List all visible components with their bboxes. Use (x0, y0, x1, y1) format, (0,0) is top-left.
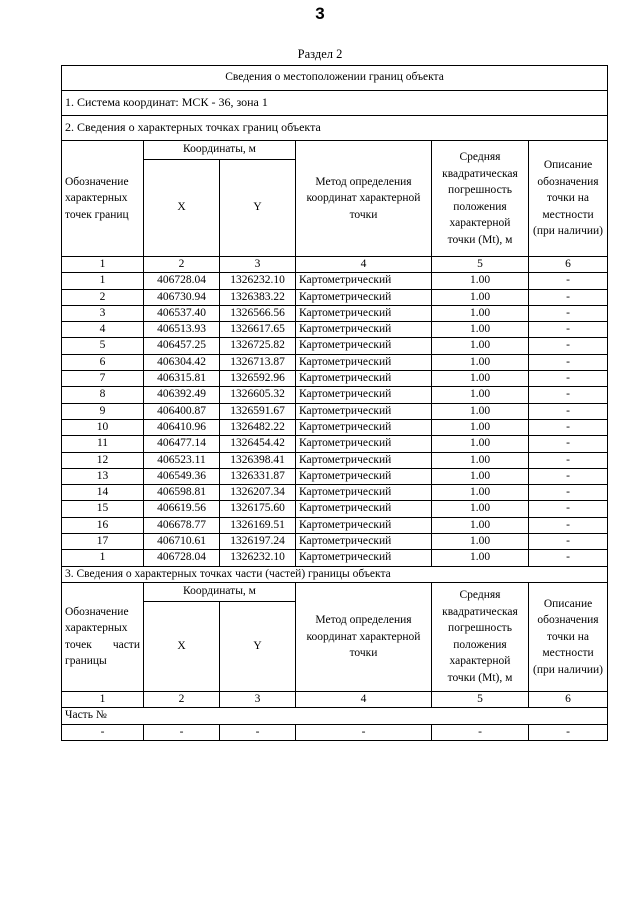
coord-x-cell: 406710.61 (144, 534, 220, 550)
method-cell: Картометрический (296, 501, 432, 517)
description-cell: - (529, 322, 608, 338)
column-number: 5 (432, 257, 529, 273)
error-cell: 1.00 (432, 550, 529, 566)
point-row (62, 387, 608, 403)
description-cell: - (529, 517, 608, 533)
point-number-cell: 17 (62, 534, 144, 550)
description-cell: - (529, 419, 608, 435)
coord-y-cell: 1326566.56 (220, 305, 296, 321)
part-cell: - (62, 724, 144, 740)
method-cell: Картометрический (296, 534, 432, 550)
description-cell: - (529, 403, 608, 419)
coord-x-cell: 406315.81 (144, 371, 220, 387)
boundary-table (61, 65, 608, 741)
error-cell: 1.00 (432, 403, 529, 419)
coord-y-cell: 1326232.10 (220, 273, 296, 289)
description-cell: - (529, 534, 608, 550)
coord-y-cell: 1326605.32 (220, 387, 296, 403)
part-cell: - (529, 724, 608, 740)
header-method: Метод определения координат характерной точки (296, 141, 432, 257)
point-row (62, 534, 608, 550)
coord-y-cell: 1326592.96 (220, 371, 296, 387)
error-cell: 1.00 (432, 387, 529, 403)
coord-x-cell: 406477.14 (144, 436, 220, 452)
point-number-cell: 9 (62, 403, 144, 419)
point-row (62, 436, 608, 452)
point-row (62, 468, 608, 484)
coord-x-cell: 406513.93 (144, 322, 220, 338)
column-number: 6 (529, 257, 608, 273)
error-cell: 1.00 (432, 517, 529, 533)
coord-y-cell: 1326232.10 (220, 550, 296, 566)
error-cell: 1.00 (432, 436, 529, 452)
error-cell: 1.00 (432, 468, 529, 484)
method-cell: Картометрический (296, 354, 432, 370)
header-x: X (144, 160, 220, 257)
error-cell: 1.00 (432, 371, 529, 387)
point-row (62, 305, 608, 321)
column-number: 4 (296, 691, 432, 707)
column-number: 2 (144, 257, 220, 273)
method-cell: Картометрический (296, 485, 432, 501)
method-cell: Картометрический (296, 436, 432, 452)
header-y: Y (220, 160, 296, 257)
column-number: 2 (144, 691, 220, 707)
description-cell: - (529, 289, 608, 305)
point-number-cell: 4 (62, 322, 144, 338)
error-cell: 1.00 (432, 534, 529, 550)
points-heading: 2. Сведения о характерных точках границ объекта (62, 116, 608, 141)
coord-y-cell: 1326207.34 (220, 485, 296, 501)
coord-y-cell: 1326454.42 (220, 436, 296, 452)
error-cell: 1.00 (432, 354, 529, 370)
header-coordinates: Координаты, м (144, 141, 296, 160)
parts-header-y: Y (220, 602, 296, 692)
point-row (62, 452, 608, 468)
coord-x-cell: 406410.96 (144, 419, 220, 435)
coord-x-cell: 406549.36 (144, 468, 220, 484)
method-cell: Картометрический (296, 550, 432, 566)
coord-x-cell: 406400.87 (144, 403, 220, 419)
point-row (62, 371, 608, 387)
parts-header-method: Метод определения координат характерной точки (296, 582, 432, 691)
part-row (62, 724, 608, 740)
header-error: Средняя квадратическая погрешность положения характерной точки (Mt), м (432, 141, 529, 257)
coord-x-cell: 406598.81 (144, 485, 220, 501)
coord-y-cell: 1326398.41 (220, 452, 296, 468)
column-numbers-row (62, 257, 608, 273)
point-number-cell: 2 (62, 289, 144, 305)
error-cell: 1.00 (432, 338, 529, 354)
error-cell: 1.00 (432, 289, 529, 305)
point-number-cell: 5 (62, 338, 144, 354)
parts-header-coordinates: Координаты, м (144, 582, 296, 601)
column-number: 5 (432, 691, 529, 707)
part-cell: - (220, 724, 296, 740)
part-cell: - (144, 724, 220, 740)
description-cell: - (529, 354, 608, 370)
error-cell: 1.00 (432, 501, 529, 517)
point-number-cell: 3 (62, 305, 144, 321)
coord-x-cell: 406728.04 (144, 273, 220, 289)
method-cell: Картометрический (296, 517, 432, 533)
point-row (62, 501, 608, 517)
coord-y-cell: 1326175.60 (220, 501, 296, 517)
coord-y-cell: 1326482.22 (220, 419, 296, 435)
parts-column-numbers-row (62, 691, 608, 707)
coord-y-cell: 1326713.87 (220, 354, 296, 370)
part-label: Часть № (62, 708, 608, 724)
point-number-cell: 1 (62, 273, 144, 289)
point-row (62, 289, 608, 305)
coord-x-cell: 406304.42 (144, 354, 220, 370)
point-row (62, 338, 608, 354)
column-number: 4 (296, 257, 432, 273)
header-description: Описание обозначения точки на местности (при наличии) (529, 141, 608, 257)
parts-header-x: X (144, 602, 220, 692)
coord-x-cell: 406457.25 (144, 338, 220, 354)
coord-y-cell: 1326331.87 (220, 468, 296, 484)
column-number: 6 (529, 691, 608, 707)
method-cell: Картометрический (296, 273, 432, 289)
description-cell: - (529, 371, 608, 387)
error-cell: 1.00 (432, 485, 529, 501)
point-number-cell: 14 (62, 485, 144, 501)
coord-y-cell: 1326617.65 (220, 322, 296, 338)
parts-heading: 3. Сведения о характерных точках части (частей) границы объекта (62, 566, 608, 582)
coordinate-system: 1. Система координат: МСК - 36, зона 1 (62, 91, 608, 116)
point-number-cell: 11 (62, 436, 144, 452)
point-row (62, 403, 608, 419)
column-number: 1 (62, 691, 144, 707)
method-cell: Картометрический (296, 452, 432, 468)
column-number: 1 (62, 257, 144, 273)
method-cell: Картометрический (296, 338, 432, 354)
point-number-cell: 1 (62, 550, 144, 566)
point-row (62, 517, 608, 533)
point-number-cell: 16 (62, 517, 144, 533)
error-cell: 1.00 (432, 273, 529, 289)
description-cell: - (529, 436, 608, 452)
method-cell: Картометрический (296, 305, 432, 321)
error-cell: 1.00 (432, 322, 529, 338)
point-row (62, 419, 608, 435)
part-cell: - (432, 724, 529, 740)
method-cell: Картометрический (296, 387, 432, 403)
description-cell: - (529, 485, 608, 501)
part-cell: - (296, 724, 432, 740)
point-number-cell: 12 (62, 452, 144, 468)
description-cell: - (529, 387, 608, 403)
coord-y-cell: 1326591.67 (220, 403, 296, 419)
parts-header-point-designation: Обозначение характерных точек части границы (62, 582, 144, 691)
coord-x-cell: 406537.40 (144, 305, 220, 321)
error-cell: 1.00 (432, 452, 529, 468)
description-cell: - (529, 305, 608, 321)
error-cell: 1.00 (432, 419, 529, 435)
coord-y-cell: 1326169.51 (220, 517, 296, 533)
coord-x-cell: 406523.11 (144, 452, 220, 468)
coord-x-cell: 406392.49 (144, 387, 220, 403)
description-cell: - (529, 550, 608, 566)
coord-x-cell: 406678.77 (144, 517, 220, 533)
point-number-cell: 6 (62, 354, 144, 370)
coord-y-cell: 1326197.24 (220, 534, 296, 550)
point-row (62, 354, 608, 370)
description-cell: - (529, 273, 608, 289)
method-cell: Картометрический (296, 371, 432, 387)
column-number: 3 (220, 691, 296, 707)
page-number: 3 (315, 4, 325, 23)
point-number-cell: 10 (62, 419, 144, 435)
point-row (62, 550, 608, 566)
coord-x-cell: 406619.56 (144, 501, 220, 517)
description-cell: - (529, 338, 608, 354)
coord-x-cell: 406728.04 (144, 550, 220, 566)
method-cell: Картометрический (296, 403, 432, 419)
coord-y-cell: 1326383.22 (220, 289, 296, 305)
point-row (62, 273, 608, 289)
point-number-cell: 15 (62, 501, 144, 517)
column-number: 3 (220, 257, 296, 273)
section-title: Раздел 2 (297, 47, 343, 61)
parts-header-description: Описание обозначения точки на местности (при наличии) (529, 582, 608, 691)
parts-header-error: Средняя квадратическая погрешность положения характерной точки (Mt), м (432, 582, 529, 691)
point-number-cell: 8 (62, 387, 144, 403)
description-cell: - (529, 468, 608, 484)
coord-y-cell: 1326725.82 (220, 338, 296, 354)
point-number-cell: 13 (62, 468, 144, 484)
coord-x-cell: 406730.94 (144, 289, 220, 305)
header-point-designation: Обозначение характерных точек границ (62, 141, 144, 257)
point-number-cell: 7 (62, 371, 144, 387)
method-cell: Картометрический (296, 419, 432, 435)
point-row (62, 322, 608, 338)
method-cell: Картометрический (296, 322, 432, 338)
description-cell: - (529, 452, 608, 468)
method-cell: Картометрический (296, 289, 432, 305)
method-cell: Картометрический (296, 468, 432, 484)
point-row (62, 485, 608, 501)
error-cell: 1.00 (432, 305, 529, 321)
description-cell: - (529, 501, 608, 517)
table-title: Сведения о местоположении границ объекта (62, 66, 608, 91)
